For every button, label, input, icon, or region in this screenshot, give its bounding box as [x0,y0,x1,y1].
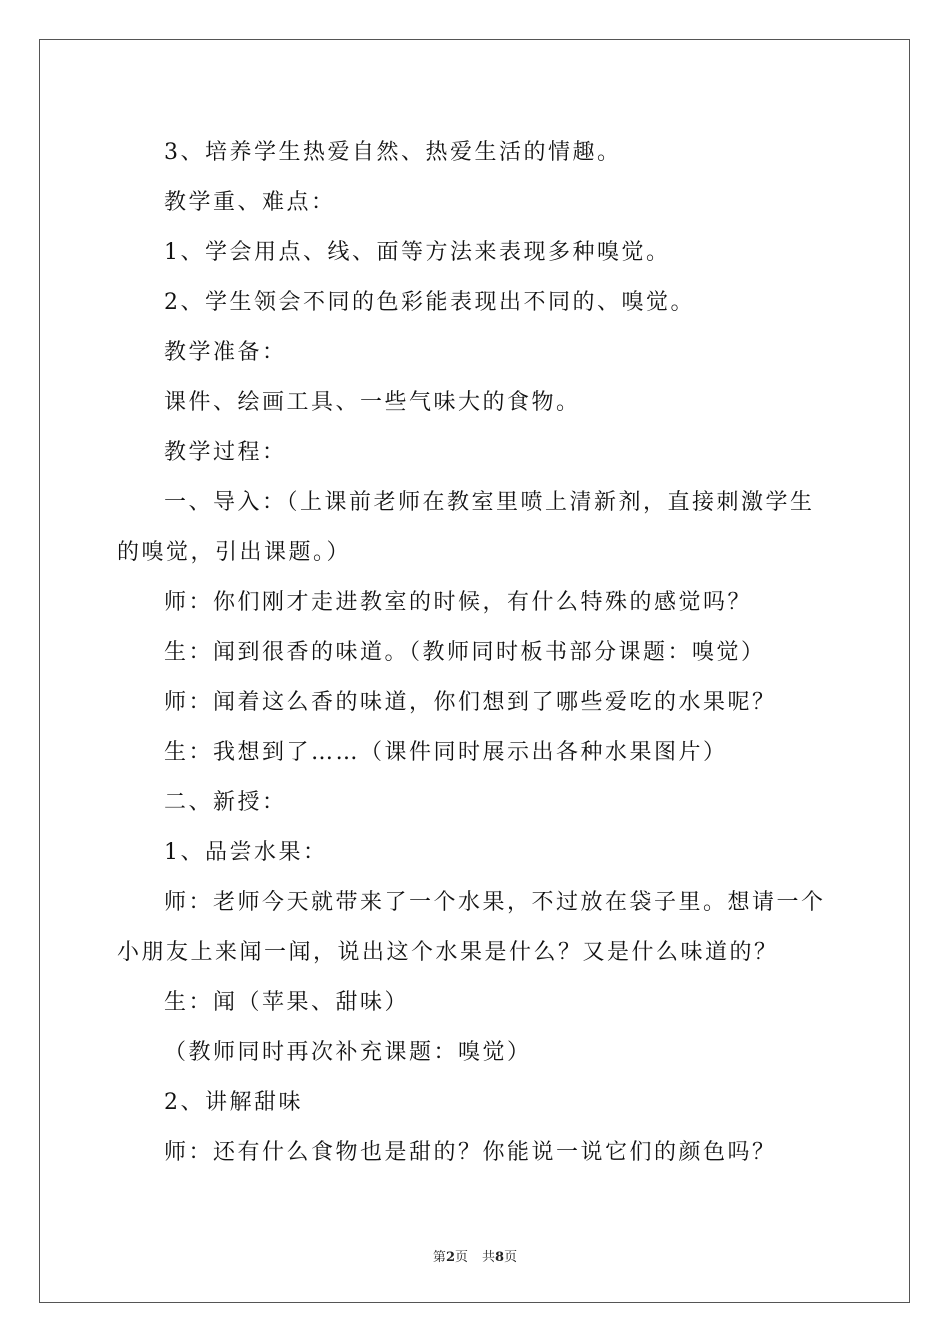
page-number: 2 [445,1250,455,1265]
paragraph: 二、新授： [164,790,287,815]
page-number-label [433,1250,468,1265]
paragraph: 教学重、难点： [164,190,336,215]
paragraph: 2、学生领会不同的色彩能表现出不同的、嗅觉。 [164,290,695,315]
paragraph: 师：老师今天就带来了一个水果，不过放在袋子里。想请一个小朋友上来闻一闻，说出这个水果是什么？又是什么味道的？ [117,890,826,965]
paragraph: 教学过程： [164,440,287,465]
paragraph: 1、品尝水果： [164,840,328,865]
total-prefix: 共 [482,1250,496,1265]
paragraph: 生：闻到很香的味道。（教师同时板书部分课题：嗅觉） [164,640,766,665]
page-footer [0,1246,950,1265]
paragraph: （教师同时再次补充课题：嗅觉） [164,1040,532,1065]
paragraph: 师：还有什么食物也是甜的？你能说一说它们的颜色吗？ [164,1140,777,1165]
paragraph: 课件、绘画工具、一些气味大的食物。 [164,390,581,415]
paragraph: 生：闻（苹果、甜味） [164,990,410,1015]
page-suffix: 页 [454,1250,468,1265]
paragraph: 师：闻着这么香的味道，你们想到了哪些爱吃的水果呢？ [164,690,777,715]
paragraph: 3、培养学生热爱自然、热爱生活的情趣。 [164,140,622,165]
paragraph: 生：我想到了……（课件同时展示出各种水果图片） [164,740,728,765]
paragraph: 2、讲解甜味 [164,1090,303,1115]
total-pages: 8 [495,1250,505,1265]
paragraph: 教学准备： [164,340,287,365]
paragraph: 一、导入：（上课前老师在教室里喷上清新剂，直接刺激学生的嗅觉，引出课题。） [117,490,815,565]
document-body [117,128,837,1178]
total-pages-label [482,1250,517,1265]
paragraph: 1、学会用点、线、面等方法来表现多种嗅觉。 [164,240,671,265]
page-prefix: 第 [432,1250,446,1265]
total-suffix: 页 [504,1250,518,1265]
paragraph: 师：你们刚才走进教室的时候，有什么特殊的感觉吗？ [164,590,753,615]
